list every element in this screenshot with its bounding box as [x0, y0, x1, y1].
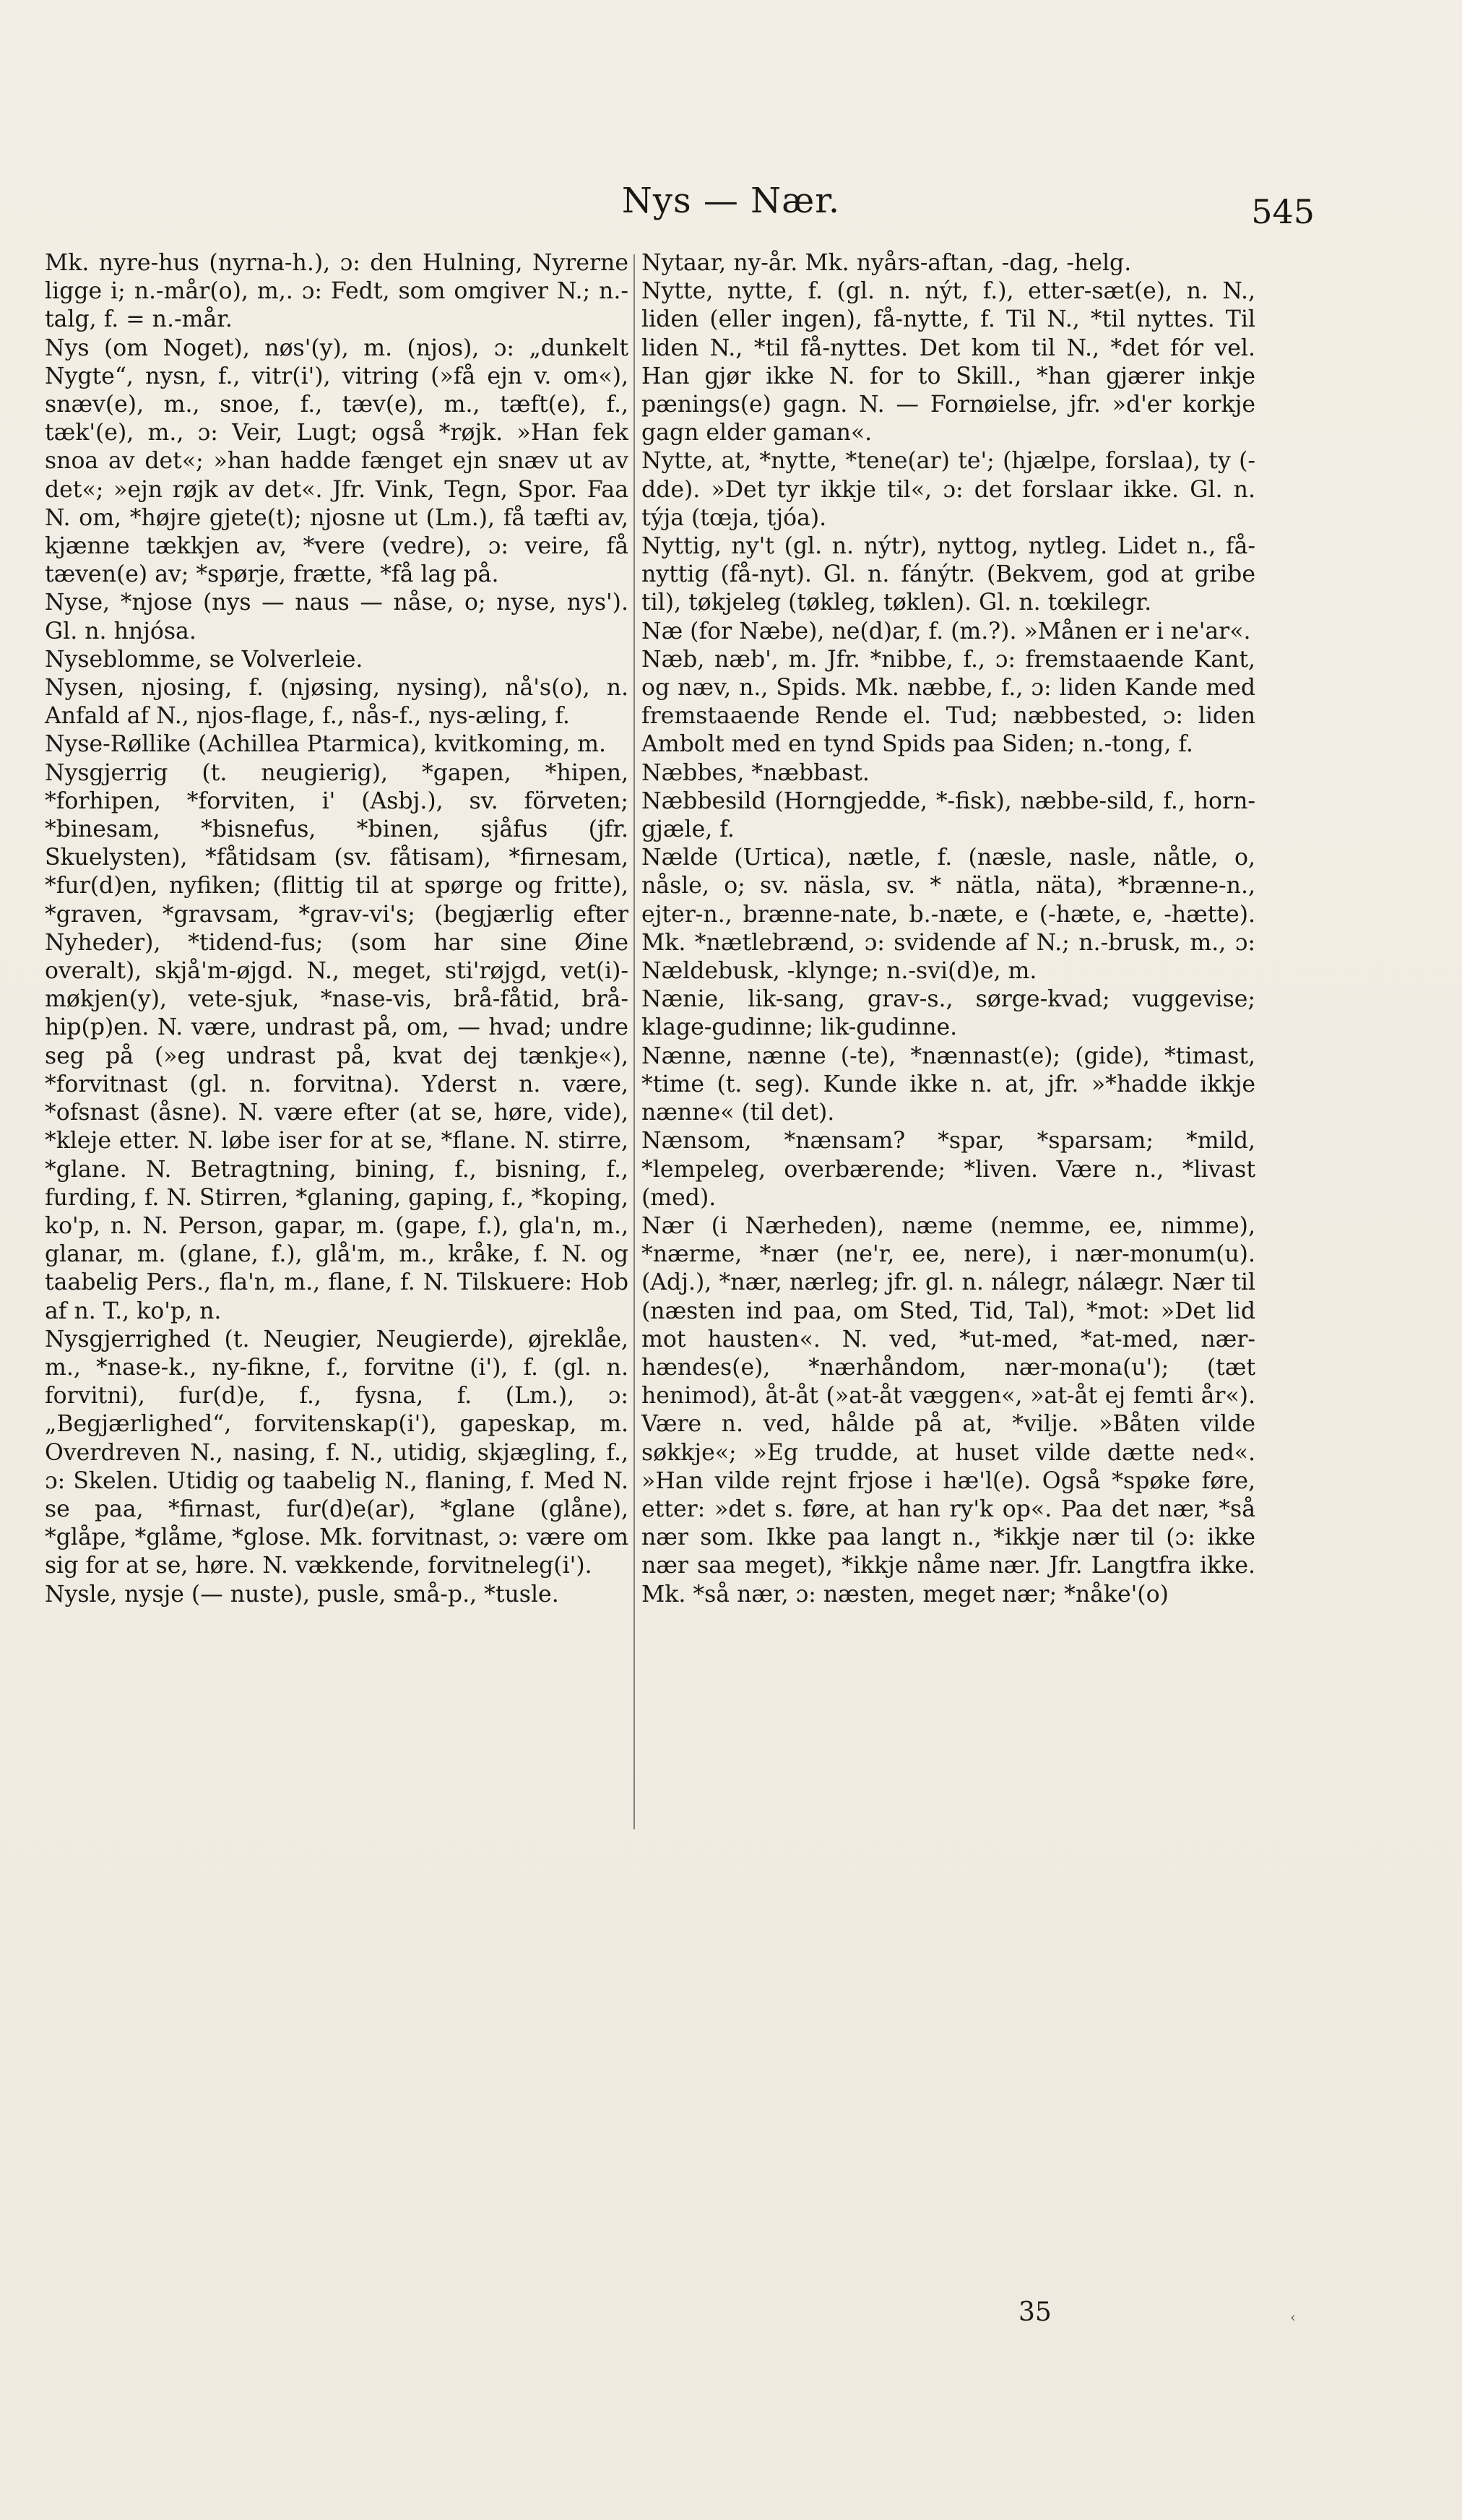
entry-nysle: Nysle, nysje (— nuste), pusle, små-p., *tusle. — [45, 1581, 559, 1608]
entry-nyse-rollike: Nyse-Røllike (Achillea Ptarmica), kvitkoming, m. — [45, 731, 607, 758]
entry-naensom: Nænsom, *nænsam? *spar, *sparsam; *mild, *lempeleg, overbærende; *liven. Være n., *livast (med). — [641, 1128, 1255, 1211]
signature-mark: 35 — [1018, 2297, 1052, 2327]
entry-naenne: Nænne, nænne (-te), *nænnast(e); (gide), *timast, *time (t. seg). Kunde ikke n. at, jfr. »*hadde ikkje nænne« (til det). — [641, 1043, 1255, 1126]
entry-naeb: Næb, næb', m. Jfr. *nibbe, f., ɔ: fremstaaende Kant, og næv, n., Spids. Mk. næbbe, f., ɔ: liden Kande med fremstaaende Rende el. Tud; næbbested, ɔ: liden Ambolt med en tynd Spids paa Siden; n.-tong, f. — [641, 646, 1255, 758]
margin-mark: ‹ — [1290, 2308, 1296, 2326]
entry-nyttig: Nyttig, ny't (gl. n. nýtr), nyttog, nytleg. Lidet n., få-nyttig (få-nyt). Gl. n. fánýtr. (Bekvem, god at gribe til), tøkjeleg (tøkleg, tøklen). Gl. n. tœkilegr. — [641, 533, 1255, 616]
entry-naebbesild: Næbbesild (Horngjedde, *-fisk), næbbe-sild, f., horn-gjæle, f. — [641, 788, 1255, 843]
entry-nytaar: Nytaar, ny-år. Mk. nyårs-aftan, -dag, -helg. — [641, 250, 1132, 276]
entry-nys: Nys (om Noget), nøs'(y), m. (njos), ɔ: „dunkelt Nygte“, nysn, f., vitr(i'), vitring (»få ejn v. om«), snæv(e), m., snoe, f., tæv(e), m., tæft(e), f., tæk'(e), m., ɔ: Veir, Lugt; også *røjk. »Han fek snoa av det«; »han hadde fænget ejn snæv ut av det«; »ejn røjk av det«. Jfr. Vink, Tegn, Spor. Faa N. om, *højre gjete(t); njosne ut (Lm.), få tæfti av, kjænne tækkjen av, *vere (vedre), ɔ: veire, få tæven(e) av; *spørje, frætte, *få lag på. — [45, 335, 628, 588]
entry-nysgjerrighed: Nysgjerrighed (t. Neugier, Neugierde), øjreklåe, m., *nase-k., ny-fikne, f., forvitne (i'), f. (gl. n. forvitni), fur(d)e, f., fysna, f. (Lm.), ɔ: „Begjærlighed“, forvitenskap(i'), gapeskap, m. Overdreven N., nasing, f. N., utidig, skjægling, f., ɔ: Skelen. Utidig og taabelig N., flaning, f. Med N. se paa, *firnast, fur(d)e(ar), *glane (glåne), *glåpe, *glåme, *glose. Mk. forvitnast, ɔ: være om sig for at se, høre. N. vækkende, forvitneleg(i'). — [45, 1326, 628, 1579]
page-number: 545 — [1251, 192, 1315, 231]
entry-nysen: Nysen, njosing, f. (njøsing, nysing), nå's(o), n. Anfald af N., njos-flage, f., nås-f., nys-æling, f. — [45, 675, 628, 730]
entry-naer: Nær (i Nærheden), næme (nemme, ee, nimme), *nærme, *nær (ne'r, ee, nere), i nær-monum(u). (Adj.), *nær, nærleg; jfr. gl. n. nálegr, nálægr. Nær til (næsten ind paa, om Sted, Tid, Tal), *mot: »Det lid mot hausten«. N. ved, *ut-med, *at-med, nær-hændes(e), *nærhåndom, nær-mona(u'); (tæt henimod), åt-åt (»at-åt væggen«, »at-åt ej femti år«). Være n. ved, hålde på at, *vilje. »Båten vilde søkkje«; »Eg trudde, at huset vilde dætte ned«. »Han vilde rejnt frjose i hæ'l(e). Også *spøke føre, etter: »det s. føre, at han ry'k op«. Paa det nær, *så nær som. Ikke paa langt n., *ikkje nær til (ɔ: ikke nær saa meget), *ikkje nåme nær. Jfr. Langtfra ikke. Mk. *så nær, ɔ: næsten, meget nær; *nåke'(o) — [641, 1212, 1255, 1608]
right-column — [641, 249, 1255, 1609]
column-divider — [633, 254, 635, 1829]
running-title: Nys — Nær. — [621, 181, 841, 221]
entry-nyse: Nyse, *njose (nys — naus — nåse, o; nyse, nys'). Gl. n. hnjósa. — [45, 590, 628, 644]
left-column — [45, 249, 628, 1609]
entry-naebbes: Næbbes, *næbbast. — [641, 759, 870, 786]
entry-nytte-noun: Nytte, nytte, f. (gl. n. nýt, f.), etter-sæt(e), n. N., liden (eller ingen), få-nytte, f. Til N., *til nyttes. Til liden N., *til få-nyttes. Det kom til N., *det fór vel. Han gjør ikke N. for to Skill., *han gjærer inkje pænings(e) gagn. N. — Fornøielse, jfr. »d'er korkje gagn elder gaman«. — [641, 278, 1255, 446]
entry-nyseblomme: Nyseblomme, se Volverleie. — [45, 646, 363, 673]
entry-naelde: Nælde (Urtica), nætle, f. (næsle, nasle, nåtle, o, nåsle, o; sv. näsla, sv. * nätla, näta), *brænne-n., ejter-n., brænne-nate, b.-næte, e (-hæte, e, -hætte). Mk. *nætlebrænd, ɔ: svidende af N.; n.-brusk, m., ɔ: Nældebusk, -klynge; n.-svi(d)e, m. — [641, 845, 1255, 985]
entry-nyre-hus: Mk. nyre-hus (nyrna-h.), ɔ: den Hulning, Nyrerne ligge i; n.-mår(o), m,. ɔ: Fedt, som omgiver N.; n.-talg, f. = n.-mår. — [45, 250, 628, 333]
entry-nae: Næ (for Næbe), ne(d)ar, f. (m.?). »Månen er i ne'ar«. — [641, 618, 1251, 644]
entry-nytte-verb: Nytte, at, *nytte, *tene(ar) te'; (hjælpe, forslaa), ty (-dde). »Det tyr ikkje til«, ɔ: det forslaar ikke. Gl. n. týja (tœja, tjóa). — [641, 448, 1255, 531]
entry-nysgjerrig: Nysgjerrig (t. neugierig), *gapen, *hipen, *forhipen, *forviten, i' (Asbj.), sv. förveten; *binesam, *bisnefus, *binen, sjåfus (jfr. Skuelysten), *fåtidsam (sv. fåtisam), *firnesam, *fur(d)en, nyfiken; (flittig til at spørge og fritte), *graven, *gravsam, *grav-vi's; (begjærlig efter Nyheder), *tidend-fus; (som har sine Øine overalt), skjå'm-øjgd. N., meget, sti'røjgd, vet(i)-møkjen(y), vete-sjuk, *nase-vis, brå-fåtid, brå-hip(p)en. N. være, undrast på, om, — hvad; undre seg på (»eg undrast på, kvat dej tænkje«), *forvitnast (gl. n. forvitna). Yderst n. være, *ofsnast (åsne). N. være efter (at se, høre, vide), *kleje etter. N. løbe iser for at se, *flane. N. stirre, *glane. N. Betragtning, bining, f., bisning, f., furding, f. N. Stirren, *glaning, gaping, f., *koping, ko'p, n. N. Person, gapar, m. (gape, f.), gla'n, m., glanar, m. (glane, f.), glå'm, m., kråke, f. N. og taabelig Pers., fla'n, m., flane, f. N. Tilskuere: Hob af n. T., ko'p, n. — [45, 759, 628, 1324]
entry-naenie: Nænie, lik-sang, grav-s., sørge-kvad; vuggevise; klage-gudinne; lik-gudinne. — [641, 986, 1255, 1041]
page-header — [0, 181, 1462, 231]
